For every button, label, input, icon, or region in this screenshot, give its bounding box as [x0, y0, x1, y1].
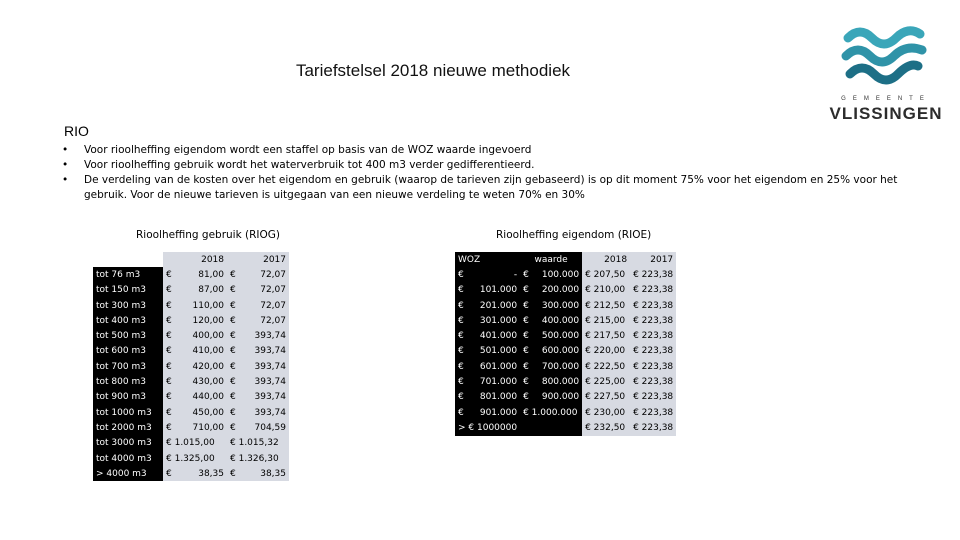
rioe-woz-from-inner: [458, 270, 517, 280]
riog-volume-label: tot 900 m3: [93, 390, 163, 405]
currency-symbol: €: [458, 315, 464, 326]
riog-2018-value: [163, 420, 227, 435]
rioe-woz-from: [455, 328, 520, 343]
riog-volume-label: tot 2000 m3: [93, 420, 163, 435]
rioe-row: [455, 298, 676, 313]
rioe-2017-value: € 223,38: [630, 283, 676, 298]
riog-2017-value-inner: [230, 285, 286, 295]
rioe-woz-from-inner: [458, 377, 517, 387]
riog-row: [93, 267, 289, 282]
rioe-2018-value: € 225,00: [582, 374, 630, 389]
bullet-list: [62, 143, 922, 203]
amount: 450,00: [192, 407, 224, 418]
slide-title: Tariefstelsel 2018 nieuwe methodiek: [295, 61, 571, 80]
rioe-2017-value: € 223,38: [630, 359, 676, 374]
rioe-woz-from: [455, 267, 520, 282]
rioe-2017-value: € 223,38: [630, 390, 676, 405]
riog-2017-value-inner: [230, 331, 286, 341]
currency-symbol: €: [230, 422, 236, 433]
riog-2017-value-inner: [230, 392, 286, 402]
riog-2018-value: [163, 328, 227, 343]
rioe-woz-from-inner: [458, 285, 517, 295]
rioe-2017-value: € 223,38: [630, 298, 676, 313]
riog-volume-label: tot 400 m3: [93, 313, 163, 328]
riog-title: Rioolheffing gebruik (RIOG): [136, 229, 280, 241]
logo-gemeente-text: GEMEENTE: [841, 96, 931, 102]
riog-2018-value: [163, 313, 227, 328]
riog-volume-label: tot 150 m3: [93, 283, 163, 298]
rioe-woz-to: [520, 390, 582, 405]
riog-2017-value: [227, 374, 289, 389]
rioe-woz-from-inner: [458, 316, 517, 326]
rioe-row: [455, 328, 676, 343]
riog-volume-label: tot 700 m3: [93, 359, 163, 374]
rioe-woz-to: [520, 267, 582, 282]
rioe-row: [455, 283, 676, 298]
amount: 700.000: [541, 361, 580, 372]
rioe-woz-from: [455, 390, 520, 405]
amount: 38,35: [198, 468, 224, 479]
riog-2018-value-inner: [166, 346, 224, 356]
rioe-title: Rioolheffing eigendom (RIOE): [496, 229, 652, 241]
riog-2018-value: [163, 267, 227, 282]
riog-2018-value: [163, 298, 227, 313]
rioe-woz-to: € 1.000.000: [520, 405, 582, 420]
amount: 704,59: [254, 422, 286, 433]
rioe-row: [455, 405, 676, 420]
amount: 101.000: [479, 285, 518, 296]
amount: 420,00: [192, 361, 224, 372]
currency-symbol: €: [458, 392, 464, 403]
amount: 81,00: [198, 269, 224, 280]
rioe-woz-to: [520, 344, 582, 359]
riog-row: [93, 451, 289, 466]
rioe-2018-value: € 210,00: [582, 283, 630, 298]
currency-symbol: €: [230, 361, 236, 372]
rioe-woz-to-inner: [523, 346, 579, 356]
amount: 72,07: [260, 315, 286, 326]
currency-symbol: €: [230, 346, 236, 357]
currency-symbol: €: [230, 468, 236, 479]
bullet-dot: •: [62, 159, 69, 171]
riog-2018-value-inner: [166, 469, 224, 479]
rioe-woz-from: [455, 283, 520, 298]
riog-2017-value-inner: [230, 316, 286, 326]
currency-symbol: €: [166, 331, 172, 342]
rioe-woz-to-inner: [523, 377, 579, 387]
rioe-woz-from-inner: [458, 392, 517, 402]
currency-symbol: €: [166, 422, 172, 433]
rioe-woz-to: [520, 283, 582, 298]
rioe-woz-from-inner: [458, 346, 517, 356]
rioe-header-waarde: [520, 252, 582, 267]
currency-symbol: €: [230, 285, 236, 296]
currency-symbol: €: [166, 315, 172, 326]
rioe-row: [455, 267, 676, 282]
currency-symbol: €: [230, 315, 236, 326]
currency-symbol: €: [458, 361, 464, 372]
amount: 701.000: [479, 377, 518, 388]
riog-volume-label: tot 800 m3: [93, 374, 163, 389]
amount: 72,07: [260, 285, 286, 296]
riog-row: [93, 390, 289, 405]
riog-2018-value-inner: [166, 270, 224, 280]
riog-row: [93, 436, 289, 451]
rioe-woz-to: [520, 313, 582, 328]
bullet-item: [62, 158, 922, 173]
riog-row: [93, 374, 289, 389]
riog-header-row: [93, 252, 289, 267]
rioe-row: [455, 420, 676, 435]
amount: 72,07: [260, 300, 286, 311]
currency-symbol: €: [166, 269, 172, 280]
rioe-row: [455, 344, 676, 359]
bullet-dot: •: [62, 144, 69, 156]
amount: 401.000: [479, 331, 518, 342]
rioe-woz-to-inner: [523, 285, 579, 295]
amount: 201.000: [479, 300, 518, 311]
currency-symbol: €: [458, 269, 464, 280]
rioe-header-woz: WOZ: [455, 252, 520, 267]
amount: 600.000: [541, 346, 580, 357]
wave-logo-icon: [826, 20, 946, 96]
rioe-woz-from-inner: [458, 301, 517, 311]
rioe-woz-from: [455, 374, 520, 389]
currency-symbol: €: [458, 346, 464, 357]
riog-volume-label: tot 1000 m3: [93, 405, 163, 420]
rioe-woz-to-inner: [523, 362, 579, 372]
rioe-woz-to-inner: [523, 301, 579, 311]
rioe-woz-from: [455, 405, 520, 420]
riog-2018-value: [163, 359, 227, 374]
riog-volume-label: tot 500 m3: [93, 328, 163, 343]
rioe-woz-from-inner: [458, 408, 517, 418]
rioe-row: [455, 313, 676, 328]
currency-symbol: €: [166, 346, 172, 357]
amount: 393,74: [254, 361, 286, 372]
rioe-woz-to: [520, 328, 582, 343]
riog-2018-value-inner: [166, 331, 224, 341]
riog-row: [93, 298, 289, 313]
rioe-woz-to-inner: [523, 316, 579, 326]
riog-2017-value: [227, 328, 289, 343]
rioe-woz-from: [455, 298, 520, 313]
currency-symbol: €: [458, 407, 464, 418]
amount: 710,00: [192, 422, 224, 433]
rioe-woz-from-inner: [458, 331, 517, 341]
riog-2017-value: [227, 359, 289, 374]
currency-symbol: €: [523, 331, 529, 342]
currency-symbol: €: [230, 392, 236, 403]
rioe-woz-to: [520, 298, 582, 313]
rioe-header-2017: 2017: [630, 252, 676, 267]
currency-symbol: €: [230, 269, 236, 280]
rioe-woz-to-inner: [523, 392, 579, 402]
amount: 393,74: [254, 377, 286, 388]
amount: 400.000: [541, 315, 580, 326]
riog-2018-value-inner: [166, 301, 224, 311]
riog-row: [93, 344, 289, 359]
riog-2018-value-inner: [166, 392, 224, 402]
rioe-woz-from-inner: [458, 362, 517, 372]
rioe-2017-value: € 223,38: [630, 420, 676, 435]
riog-2017-value: € 1.326,30: [227, 451, 289, 466]
rioe-2018-value: € 207,50: [582, 267, 630, 282]
riog-2017-value: [227, 313, 289, 328]
riog-row: [93, 313, 289, 328]
rioe-row: [455, 390, 676, 405]
currency-symbol: €: [523, 285, 529, 296]
currency-symbol: €: [230, 377, 236, 388]
riog-header-blank: [93, 252, 163, 267]
bullet-text: Voor rioolheffing eigendom wordt een staffel op basis van de WOZ waarde ingevoerd: [84, 144, 532, 156]
amount: 393,74: [254, 407, 286, 418]
bullet-item: [62, 173, 922, 203]
amount: 100.000: [541, 269, 580, 280]
riog-row: [93, 466, 289, 481]
riog-volume-label: tot 3000 m3: [93, 436, 163, 451]
amount: 301.000: [479, 315, 518, 326]
riog-2018-value: [163, 405, 227, 420]
riog-2017-value-inner: [230, 377, 286, 387]
currency-symbol: €: [523, 269, 529, 280]
rioe-2017-value: € 223,38: [630, 328, 676, 343]
rioe-table: [455, 252, 676, 436]
riog-2017-value-inner: [230, 469, 286, 479]
currency-symbol: €: [230, 407, 236, 418]
amount: 120,00: [192, 315, 224, 326]
rioe-2017-value: € 223,38: [630, 313, 676, 328]
riog-2018-value-inner: [166, 285, 224, 295]
amount: -: [513, 269, 518, 280]
riog-volume-label: tot 300 m3: [93, 298, 163, 313]
riog-2017-value: [227, 390, 289, 405]
riog-table: [93, 252, 289, 481]
currency-symbol: €: [166, 407, 172, 418]
amount: 801.000: [479, 392, 518, 403]
riog-2018-value-inner: [166, 316, 224, 326]
riog-2017-value-inner: [230, 346, 286, 356]
riog-volume-label: tot 4000 m3: [93, 451, 163, 466]
riog-volume-label: > 4000 m3: [93, 466, 163, 481]
currency-symbol: €: [166, 377, 172, 388]
currency-symbol: €: [523, 315, 529, 326]
currency-symbol: €: [166, 300, 172, 311]
amount: 400,00: [192, 331, 224, 342]
currency-symbol: €: [458, 377, 464, 388]
rioe-woz-to: [520, 420, 582, 435]
rioe-woz-to-inner: [523, 331, 579, 341]
rioe-2017-value: € 223,38: [630, 374, 676, 389]
rioe-2017-value: € 223,38: [630, 405, 676, 420]
rioe-row: [455, 374, 676, 389]
amount: 72,07: [260, 269, 286, 280]
currency-symbol: €: [166, 285, 172, 296]
currency-symbol: €: [166, 361, 172, 372]
rioe-2018-value: € 220,00: [582, 344, 630, 359]
rioe-woz-to: [520, 359, 582, 374]
riog-2017-value: [227, 420, 289, 435]
rioe-2018-value: € 212,50: [582, 298, 630, 313]
amount: 900.000: [541, 392, 580, 403]
riog-header-2018: 2018: [163, 252, 227, 267]
rioe-woz-from: > € 1000000: [455, 420, 520, 435]
riog-2017-value: [227, 405, 289, 420]
riog-2018-value-inner: [166, 423, 224, 433]
currency-symbol: €: [523, 346, 529, 357]
amount: 440,00: [192, 392, 224, 403]
riog-2017-value: € 1.015,32: [227, 436, 289, 451]
amount: 38,35: [260, 468, 286, 479]
rioe-woz-to: [520, 374, 582, 389]
rioe-woz-from: [455, 344, 520, 359]
riog-header-2017: 2017: [227, 252, 289, 267]
currency-symbol: €: [458, 285, 464, 296]
rioe-2018-value: € 215,00: [582, 313, 630, 328]
riog-2017-value-inner: [230, 301, 286, 311]
logo-city-text: VLISSINGEN: [829, 104, 943, 123]
rioe-header-waarde-text: waarde: [534, 254, 568, 265]
currency-symbol: €: [230, 331, 236, 342]
rioe-woz-from: [455, 359, 520, 374]
riog-2018-value: [163, 466, 227, 481]
riog-2017-value-inner: [230, 270, 286, 280]
riog-2018-value: [163, 283, 227, 298]
amount: 393,74: [254, 392, 286, 403]
riog-2018-value: € 1.325,00: [163, 451, 227, 466]
bullet-text: Voor rioolheffing gebruik wordt het waterverbruik tot 400 m3 verder gedifferentieerd.: [84, 159, 535, 171]
rioe-woz-from: [455, 313, 520, 328]
riog-row: [93, 359, 289, 374]
bullet-item: [62, 143, 922, 158]
amount: 110,00: [192, 300, 224, 311]
rioe-2017-value: € 223,38: [630, 267, 676, 282]
riog-2018-value: [163, 344, 227, 359]
currency-symbol: €: [458, 300, 464, 311]
currency-symbol: €: [523, 377, 529, 388]
riog-2017-value: [227, 267, 289, 282]
riog-row: [93, 405, 289, 420]
riog-2018-value-inner: [166, 377, 224, 387]
riog-2017-value: [227, 344, 289, 359]
rioe-2018-value: € 232,50: [582, 420, 630, 435]
amount: 393,74: [254, 346, 286, 357]
vlissingen-logo: [826, 20, 946, 123]
riog-row: [93, 328, 289, 343]
rioe-woz-to-inner: [523, 270, 579, 280]
currency-symbol: €: [458, 331, 464, 342]
section-label: RIO: [64, 123, 89, 139]
amount: 800.000: [541, 377, 580, 388]
amount: 500.000: [541, 331, 580, 342]
riog-2018-value: [163, 390, 227, 405]
currency-symbol: €: [523, 392, 529, 403]
riog-row: [93, 420, 289, 435]
rioe-header-row: [455, 252, 676, 267]
riog-volume-label: tot 76 m3: [93, 267, 163, 282]
rioe-2018-value: € 217,50: [582, 328, 630, 343]
rioe-2018-value: € 230,00: [582, 405, 630, 420]
amount: 601.000: [479, 361, 518, 372]
riog-2018-value: € 1.015,00: [163, 436, 227, 451]
currency-symbol: €: [230, 300, 236, 311]
currency-symbol: €: [166, 392, 172, 403]
amount: 501.000: [479, 346, 518, 357]
amount: 200.000: [541, 285, 580, 296]
bullet-text: De verdeling van de kosten over het eigendom en gebruik (waarop de tarieven zijn gebaseerd) is op dit moment 75% voor het eigendom en 25% voor het gebruik. Voor de nieuwe tarieven is uitgegaan van een nieuwe verdeling te weten 70% en 30%: [84, 174, 898, 201]
riog-2017-value-inner: [230, 423, 286, 433]
riog-2017-value: [227, 466, 289, 481]
riog-2017-value: [227, 298, 289, 313]
currency-symbol: €: [166, 468, 172, 479]
riog-2017-value-inner: [230, 362, 286, 372]
riog-2018-value: [163, 374, 227, 389]
rioe-row: [455, 359, 676, 374]
rioe-2018-value: € 222,50: [582, 359, 630, 374]
amount: 393,74: [254, 331, 286, 342]
amount: 901.000: [479, 407, 518, 418]
currency-symbol: €: [523, 300, 529, 311]
amount: 300.000: [541, 300, 580, 311]
rioe-2017-value: € 223,38: [630, 344, 676, 359]
amount: 410,00: [192, 346, 224, 357]
riog-2018-value-inner: [166, 408, 224, 418]
currency-symbol: €: [523, 361, 529, 372]
riog-row: [93, 283, 289, 298]
riog-2017-value-inner: [230, 408, 286, 418]
riog-2017-value: [227, 283, 289, 298]
amount: 430,00: [192, 377, 224, 388]
riog-2018-value-inner: [166, 362, 224, 372]
bullet-dot: •: [62, 174, 69, 186]
rioe-2018-value: € 227,50: [582, 390, 630, 405]
riog-volume-label: tot 600 m3: [93, 344, 163, 359]
rioe-header-2018: 2018: [582, 252, 630, 267]
amount: 87,00: [198, 285, 224, 296]
